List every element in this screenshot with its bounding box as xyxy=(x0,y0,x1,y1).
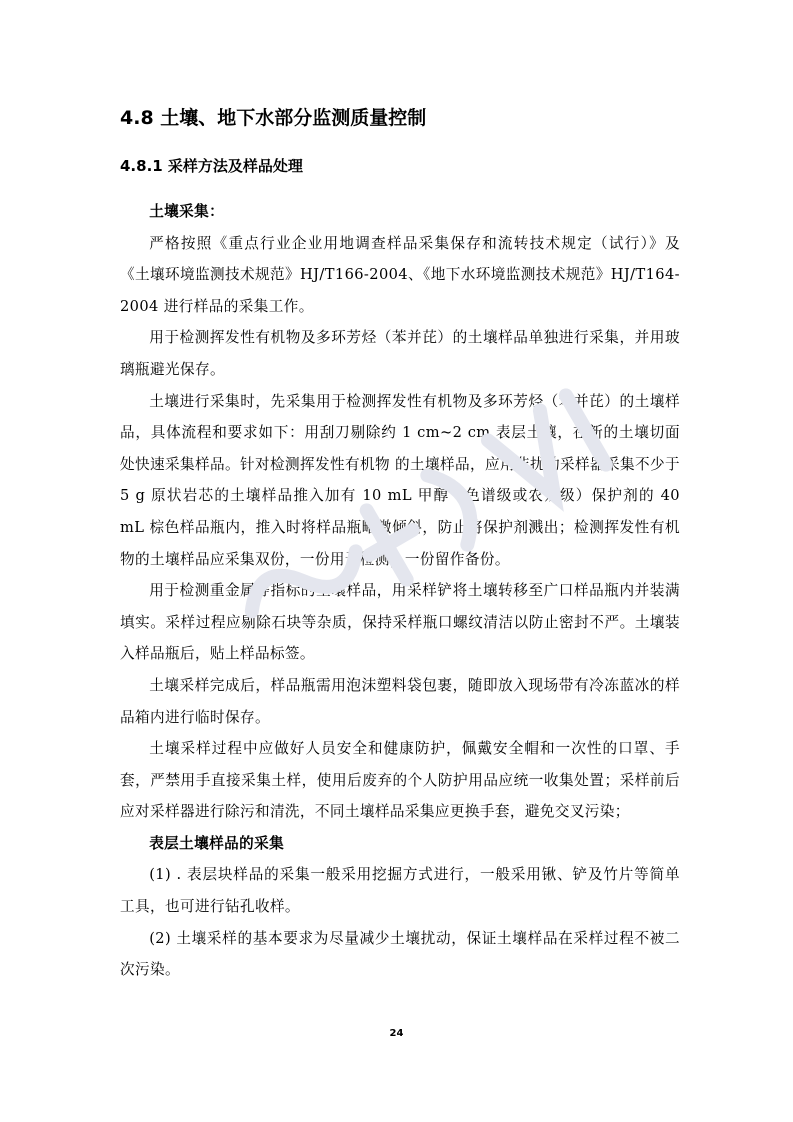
page-number: 24 xyxy=(389,1028,404,1039)
body-text xyxy=(120,196,680,986)
paragraph: 用于检测挥发性有机物及多环芳烃（苯并芘）的土壤样品单独进行采集，并用玻璃瓶避光保存。 xyxy=(120,329,680,378)
paragraph: 严格按照《重点行业企业用地调查样品采集保存和流转技术规定（试行）》及《土壤环境监测技术规范》HJ/T166-2004、《地下水环境监测技术规范》HJ/T164-2004 进行样品的采集工作。 xyxy=(120,234,680,315)
subsection-heading: 4.8.1 采样方法及样品处理 xyxy=(120,157,303,175)
paragraph: 土壤采样完成后，样品瓶需用泡沫塑料袋包裹，随即放入现场带有冷冻蓝冰的样品箱内进行临时保存。 xyxy=(120,676,680,726)
section-heading: 4.8 土壤、地下水部分监测质量控制 xyxy=(120,107,427,129)
paragraph: (2) 土壤采样的基本要求为尽量减少土壤扰动，保证土壤样品在采样过程不被二次污染。 xyxy=(120,929,680,979)
paragraph: 土壤进行采集时，先采集用于检测挥发性有机物及多环芳烃（苯并芘）的土壤样品，具体流程和要求如下：用刮刀剔除约 1 cm~2 cm 表层土壤，在新的土壤切面处快速采集样品。针对检测挥发性有机物 的土壤样品，应用非扰动采样器采集不少于 5 g 原状岩芯的土壤样品推入加有 10 mL 甲醇（色谱级或农残级）保护剂的 40 mL 棕色样品瓶内，推入时将样品瓶略微倾斜，防止将保护剂溅出；检测挥发性有机物的土壤样品应采集双份，一份用于检测，一份留作备份。 xyxy=(120,392,680,568)
paragraph: 土壤采样过程中应做好人员安全和健康防护，佩戴安全帽和一次性的口罩、手套，严禁用手直接采集土样，使用后废弃的个人防护用品应统一收集处置；采样前后应对采样器进行除污和清洗，不同土壤样品采集应更换手套，避免交叉污染； xyxy=(120,740,680,821)
paragraph: (1) . 表层块样品的采集一般采用挖掘方式进行，一般采用锹、铲及竹片等简单工具，也可进行钻孔收样。 xyxy=(120,866,680,916)
sub-heading-surface-soil: 表层土壤样品的采集 xyxy=(149,834,285,852)
sub-heading-soil-collection: 土壤采集： xyxy=(149,203,225,220)
paragraph: 用于检测重金属等指标的土壤样品，用采样铲将土壤转移至广口样品瓶内并装满填实。采样过程应剔除石块等杂质，保持采样瓶口螺纹清洁以防止密封不严。土壤装入样品瓶后，贴上样品标签。 xyxy=(120,582,680,663)
